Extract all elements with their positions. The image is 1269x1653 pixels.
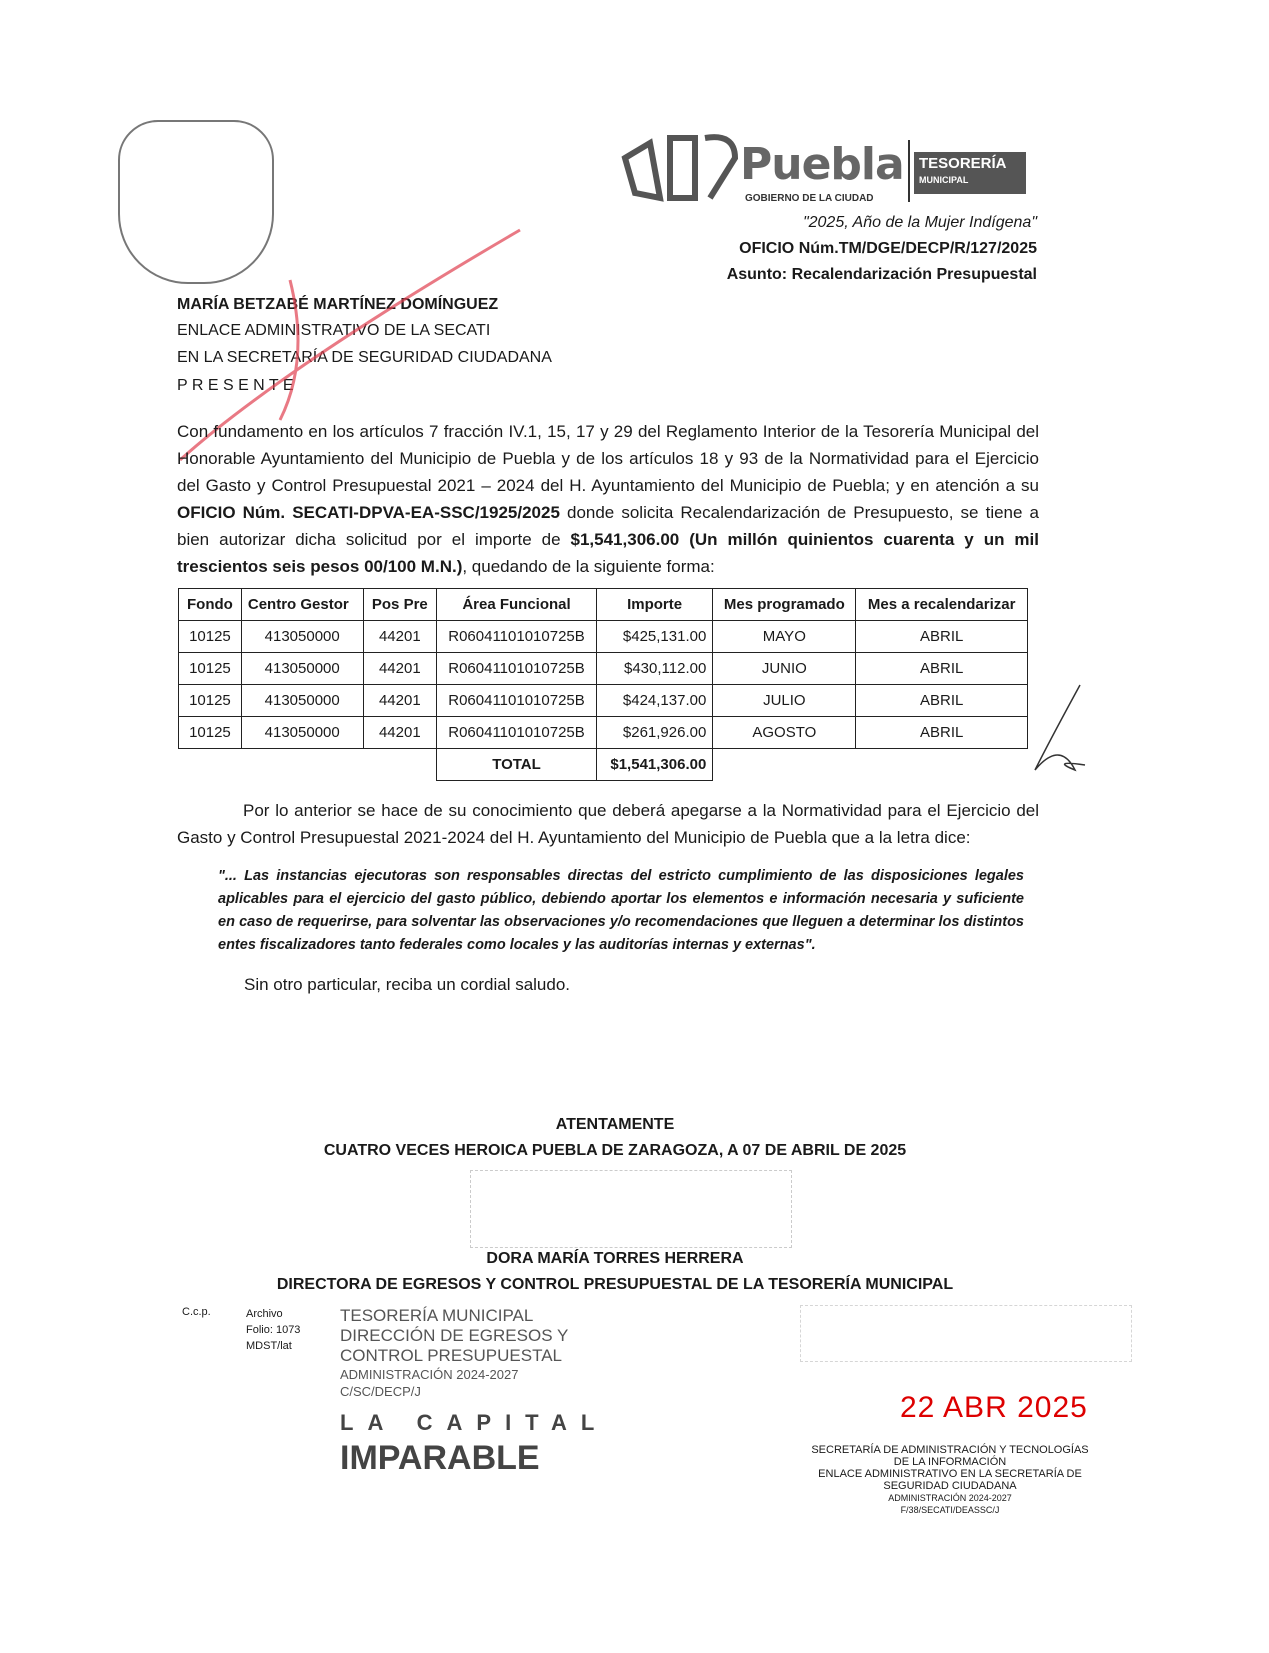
cell: 44201 — [363, 621, 437, 653]
col-pos-pre: Pos Pre — [363, 589, 437, 621]
received-date-stamp: 22 ABR 2025 — [900, 1391, 1088, 1424]
cell: 10125 — [179, 621, 242, 653]
col-centro-gestor: Centro Gestor — [241, 589, 363, 621]
table-row — [179, 621, 1028, 653]
cell: ABRIL — [856, 717, 1028, 749]
receiver-line: SECRETARÍA DE ADMINISTRACIÓN Y TECNOLOGÍAS — [811, 1444, 1089, 1456]
cell: 10125 — [179, 717, 242, 749]
cell: JUNIO — [713, 653, 856, 685]
receiver-stamp — [780, 1444, 1120, 1516]
budget-table — [178, 588, 1028, 781]
cell: ABRIL — [856, 653, 1028, 685]
cell: 44201 — [363, 717, 437, 749]
tesoreria-badge — [914, 152, 1026, 194]
cell: 10125 — [179, 685, 242, 717]
cell: 413050000 — [241, 653, 363, 685]
table-row — [179, 717, 1028, 749]
col-mes-programado: Mes programado — [713, 589, 856, 621]
cell: ABRIL — [856, 685, 1028, 717]
norm-paragraph: Por lo anterior se hace de su conocimiento que deberá apegarse a la Normatividad para el Ejercicio del Gasto y Control Presupuestal 2021-2024 del H. Ayuntamiento del Municipio de Puebla que a la letra dice: — [177, 801, 1039, 847]
cell: $261,926.00 — [596, 717, 712, 749]
closing: Sin otro particular, reciba un cordial saludo. — [244, 975, 571, 994]
recipient-name: MARÍA BETZABÉ MARTÍNEZ DOMÍNGUEZ — [177, 296, 499, 313]
signer-name: DORA MARÍA TORRES HERRERA — [486, 1250, 744, 1267]
receiver-line: F/38/SECATI/DEASSC/J — [900, 1505, 1000, 1515]
ccp-line: MDST/lat — [246, 1340, 292, 1352]
stamp-line: ADMINISTRACIÓN 2024-2027 — [340, 1367, 519, 1382]
stamp-line: DIRECCIÓN DE EGRESOS Y — [340, 1326, 569, 1345]
col-fondo: Fondo — [179, 589, 242, 621]
logo-text: Puebla — [740, 139, 904, 190]
tesoreria-logo-stamp — [470, 1170, 792, 1248]
intro-text-2: donde solicita Recalendarización de Presupuesto, se tiene a bien autorizar dicha solicitud por el importe de — [177, 503, 1039, 549]
cell: $424,137.00 — [596, 685, 712, 717]
ccp-label: C.c.p. — [182, 1306, 211, 1318]
receiver-line: DE LA INFORMACIÓN — [893, 1456, 1007, 1468]
receiver-line: ENLACE ADMINISTRATIVO EN LA SECRETARÍA DE — [818, 1468, 1082, 1480]
total-value: $1,541,306.00 — [596, 749, 712, 781]
ccp-line: Folio: 1073 — [246, 1324, 301, 1336]
signer-title: DIRECTORA DE EGRESOS Y CONTROL PRESUPUESTAL DE LA TESORERÍA MUNICIPAL — [276, 1276, 954, 1293]
intro-text-3: , quedando de la siguiente forma: — [462, 557, 715, 576]
department-stamp — [340, 1306, 568, 1400]
cell: 413050000 — [241, 685, 363, 717]
stamp-line: C/SC/DECP/J — [340, 1384, 421, 1399]
logo-subtitle: GOBIERNO DE LA CIUDAD — [745, 193, 874, 204]
letter-body — [177, 418, 1039, 995]
city-emblem-icon — [620, 128, 740, 203]
recipient-line2: EN LA SECRETARÍA DE SEGURIDAD CIUDADANA — [177, 349, 552, 366]
cell: 44201 — [363, 685, 437, 717]
empty-cell — [713, 749, 1028, 781]
divider — [908, 140, 910, 202]
cell: 413050000 — [241, 621, 363, 653]
col-importe: Importe — [596, 589, 712, 621]
cell: R06041101010725B — [437, 717, 597, 749]
table-header-row — [179, 589, 1028, 621]
total-label: TOTAL — [437, 749, 597, 781]
cell: R06041101010725B — [437, 685, 597, 717]
cell: JULIO — [713, 685, 856, 717]
slogan-line1: LA CAPITAL — [340, 1410, 609, 1435]
oficio-number: OFICIO Núm.TM/DGE/DECP/R/127/2025 — [739, 240, 1037, 257]
col-area-funcional: Área Funcional — [437, 589, 597, 621]
cell: $430,112.00 — [596, 653, 712, 685]
table-row — [179, 685, 1028, 717]
empty-cell — [179, 749, 437, 781]
ccp-line: Archivo — [246, 1308, 283, 1320]
reference-oficio: OFICIO Núm. SECATI-DPVA-EA-SSC/1925/2025 — [177, 503, 560, 522]
atentamente: ATENTAMENTE — [555, 1116, 675, 1133]
cell: 10125 — [179, 653, 242, 685]
receiver-line: ADMINISTRACIÓN 2024-2027 — [888, 1493, 1012, 1503]
receiver-line: SEGURIDAD CIUDADANA — [883, 1480, 1017, 1492]
secati-logo-stamp — [800, 1305, 1132, 1362]
stamp-line: TESORERÍA MUNICIPAL — [340, 1306, 534, 1325]
intro-paragraph — [177, 418, 1039, 580]
recipient-line1: ENLACE ADMINISTRATIVO DE LA SECATI — [177, 322, 491, 339]
ccp-list — [246, 1306, 300, 1354]
cell: AGOSTO — [713, 717, 856, 749]
cell: ABRIL — [856, 621, 1028, 653]
slogan-line2: IMPARABLE — [340, 1439, 540, 1477]
table-row — [179, 653, 1028, 685]
table-total-row — [179, 749, 1028, 781]
tesoreria-label: TESORERÍA — [919, 155, 1007, 172]
place-date: CUATRO VECES HEROICA PUEBLA DE ZARAGOZA, A 07 DE ABRIL DE 2025 — [323, 1142, 907, 1159]
cell: 44201 — [363, 653, 437, 685]
cell: 413050000 — [241, 717, 363, 749]
stamp-line: CONTROL PRESUPUESTAL — [340, 1346, 562, 1365]
tesoreria-sublabel: MUNICIPAL — [919, 175, 969, 185]
subject: Asunto: Recalendarización Presupuestal — [726, 266, 1037, 283]
intro-text: Con fundamento en los artículos 7 fracción IV.1, 15, 17 y 29 del Reglamento Interior de la Tesorería Municipal del Honorable Ayuntamiento del Municipio de Puebla y de los artículos 18 y 93 de la Normatividad para el Ejercicio del Gasto y Control Presupuestal 2021 – 2024 del H. Ayuntamiento del Municipio de Puebla; y en atención a su — [177, 422, 1039, 495]
cell: $425,131.00 — [596, 621, 712, 653]
col-mes-recalendarizar: Mes a recalendarizar — [856, 589, 1028, 621]
motto: "2025, Año de la Mujer Indígena" — [802, 214, 1037, 231]
cell: R06041101010725B — [437, 621, 597, 653]
cell: MAYO — [713, 621, 856, 653]
handwritten-initial — [1030, 680, 1090, 780]
quote-paragraph: "... Las instancias ejecutoras son responsables directas del estricto cumplimiento de las disposiciones legales aplicables para el ejercicio del gasto público, debiendo aportar los elementos e información necesaria y suficiente en caso de requerirse, para solventar las observaciones y/o recomendaciones que lleguen a determinar los distintos entes fiscalizadores tanto federales como locales y las auditorías internas y externas". — [218, 868, 1024, 953]
recipient-line3: P R E S E N T E — [177, 377, 294, 394]
total-amount-text: $1,541,306.00 (Un millón quinientos cuarenta y un mil trescientos seis pesos 00/100 M.N.) — [177, 530, 1039, 576]
cell: R06041101010725B — [437, 653, 597, 685]
